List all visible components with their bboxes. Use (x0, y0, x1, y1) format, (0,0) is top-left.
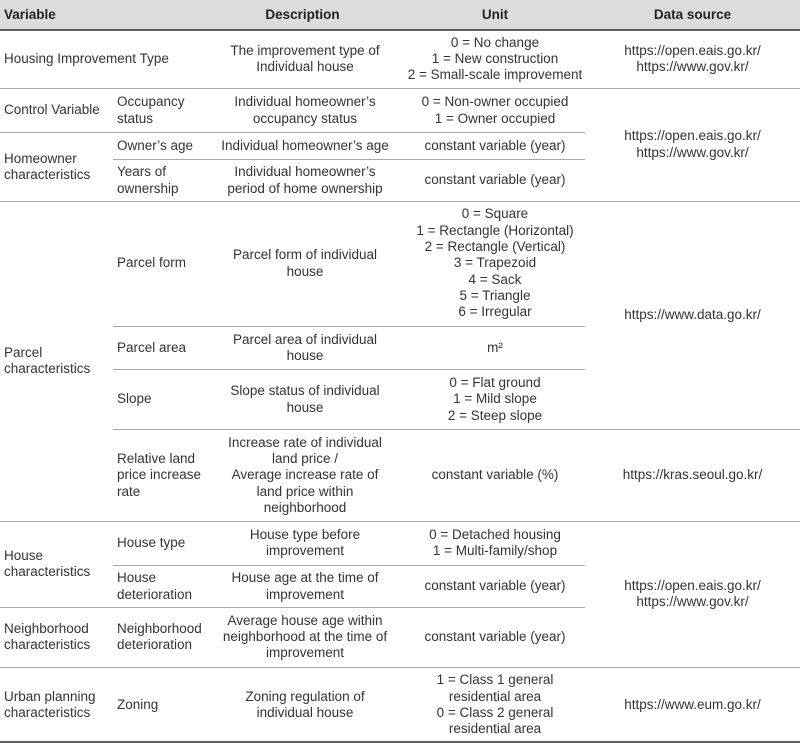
row-divider (113, 159, 585, 160)
land-price-name: Relative land price increase rate (117, 451, 202, 499)
header-unit: Unit (481, 6, 509, 22)
housing-type-variable: Housing Improvement Type (4, 50, 169, 66)
eum-source: https://www.eum.go.kr/ (624, 696, 761, 712)
parcel-group: Parcel characteristics (4, 344, 91, 376)
header-data-source: Data source (653, 6, 732, 22)
house-type-unit: 0 = Detached housing 1 = Multi-family/shop (429, 526, 561, 558)
data-go-kr-source: https://www.data.go.kr/ (624, 306, 761, 322)
land-price-unit: constant variable (%) (431, 467, 559, 483)
parcel-area-unit: m² (487, 339, 503, 355)
row-divider (113, 565, 585, 566)
eais-source-1: https://open.eais.go.kr/ https://www.gov.kr/ (624, 128, 761, 160)
years-ownership-name: Years of ownership (117, 164, 179, 196)
house-deterioration-description: House age at the time of improvement (231, 570, 379, 602)
row-divider (0, 667, 800, 668)
occupancy-status-name: Occupancy status (117, 94, 185, 126)
parcel-form-name: Parcel form (117, 255, 187, 271)
slope-unit: 0 = Flat ground 1 = Mild slope 2 = Steep slope (447, 375, 543, 423)
neighborhood-deterioration-description: Average house age within neighborhood at the time of improvement (222, 612, 388, 661)
row-divider (113, 326, 585, 327)
house-type-description: House type before improvement (249, 526, 361, 558)
owner-age-unit: constant variable (year) (424, 137, 566, 153)
parcel-area-name: Parcel area (117, 339, 187, 355)
occupancy-status-description: Individual homeowner’s occupancy status (234, 94, 376, 126)
years-ownership-unit: constant variable (year) (424, 172, 566, 188)
house-group: House characteristics (4, 547, 91, 579)
row-divider (0, 201, 800, 202)
housing-type-unit: 0 = No change 1 = New construction 2 = Small-scale improvement (407, 34, 583, 83)
zoning-description: Zoning regulation of individual house (245, 688, 365, 720)
row-divider (0, 521, 800, 522)
owner-age-description: Individual homeowner’s age (221, 137, 389, 153)
header-rule (0, 29, 800, 31)
control-variable-group: Control Variable (4, 102, 100, 118)
land-price-description: Increase rate of individual land price / Average increase rate of land price within neighborhood (228, 434, 382, 515)
years-ownership-description: Individual homeowner’s period of home ownership (227, 164, 383, 196)
row-divider (113, 429, 800, 430)
row-divider (0, 88, 800, 89)
header-description: Description (265, 6, 340, 22)
neighborhood-deterioration-unit: constant variable (year) (424, 628, 566, 644)
slope-name: Slope (117, 391, 152, 407)
neighborhood-deterioration-name: Neighborhood deterioration (117, 620, 202, 652)
urban-group: Urban planning characteristics (4, 688, 96, 720)
slope-description: Slope status of individual house (230, 383, 380, 415)
housing-type-source: https://open.eais.go.kr/ https://www.gov.kr/ (624, 42, 761, 74)
zoning-unit: 1 = Class 1 general residential area 0 = Class 2 general residential area (436, 672, 554, 737)
occupancy-status-unit: 0 = Non-owner occupied 1 = Owner occupied (421, 94, 569, 126)
homeowner-group: Homeowner characteristics (4, 150, 91, 182)
eais-source-2: https://open.eais.go.kr/ https://www.gov.kr/ (624, 577, 761, 609)
parcel-form-unit: 0 = Square 1 = Rectangle (Horizontal) 2 = Rectangle (Vertical) 3 = Trapezoid 4 = Sack 5 = Triangle 6 = Irregular (416, 206, 574, 320)
row-divider (0, 607, 585, 608)
row-divider (113, 369, 585, 370)
neighborhood-group: Neighborhood characteristics (4, 620, 91, 652)
housing-type-description: The improvement type of Individual house (230, 42, 380, 74)
header-variable: Variable (4, 6, 56, 22)
house-type-name: House type (117, 534, 186, 550)
parcel-form-description: Parcel form of individual house (232, 247, 378, 279)
parcel-area-description: Parcel area of individual house (232, 331, 378, 363)
row-divider (0, 132, 585, 133)
house-deterioration-name: House deterioration (117, 570, 193, 602)
zoning-name: Zoning (117, 696, 159, 712)
owner-age-name: Owner’s age (117, 137, 194, 153)
kras-source: https://kras.seoul.go.kr/ (622, 467, 763, 483)
house-deterioration-unit: constant variable (year) (424, 578, 566, 594)
